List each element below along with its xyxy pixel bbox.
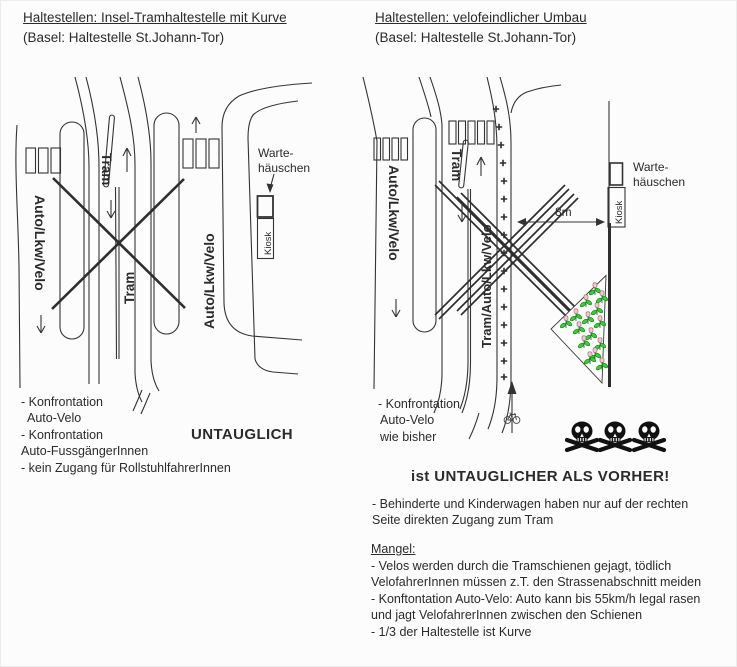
left-verdict: UNTAUGLICH: [191, 426, 294, 443]
lane-label-left: Auto/Lkw/Velo: [32, 195, 48, 291]
tram-label-lower: Tram: [122, 271, 137, 304]
tram-island-left: [60, 122, 84, 339]
pedestrian-crossing-left: [374, 138, 408, 160]
access-note: [372, 496, 688, 528]
skull-icon: [600, 422, 630, 451]
shelter-label-line2: häuschen: [258, 161, 311, 175]
rejection-cross-double: [435, 181, 578, 319]
right-panel-subtitle: (Basel: Haltestelle St.Johann-Tor): [375, 30, 577, 45]
tram-arrow-down-icon: [107, 200, 115, 218]
shelter-label-line1: Warte-: [258, 146, 294, 160]
access-note-line: Seite direkten Zugang zum Tram: [372, 513, 554, 527]
traffic-arrow-down-left-icon: [37, 315, 45, 333]
tram-arrow-up-icon: [123, 148, 131, 172]
left-panel-title: [23, 8, 287, 48]
pedestrian-crossing-middle: [449, 121, 494, 144]
access-note-line: - Behinderte und Kinderwagen haben nur auf der rechten: [372, 497, 689, 511]
tram-island: [413, 118, 436, 332]
mangel-block: [371, 541, 701, 641]
shelter-label-line2: häuschen: [633, 175, 686, 189]
shared-lane-label: Tram/Auto/Lkw/Velo: [479, 224, 494, 348]
traffic-arrow-down-left-icon: [392, 299, 400, 317]
pedestrian-crossing-right: [183, 139, 219, 168]
mangel-line: VelofahrerInnen müssen z.T. den Strassenabschnitt meiden: [371, 575, 702, 590]
mangel-title: Mangel:: [371, 542, 416, 556]
note-line: wie bisher: [380, 429, 437, 444]
note-line: - Konfrontation: [21, 395, 103, 409]
mangel-line: und jagt VelofahrerInnen zwischen den Schienen: [371, 608, 643, 623]
left-diagram: [1, 61, 371, 413]
mangel-line: - Velos werden durch die Tramschienen gejagt, tödlich: [371, 558, 672, 573]
shelter-label-line1: Warte-: [633, 160, 669, 174]
shelter-box: [258, 196, 274, 217]
note-line: - Konfrontation: [378, 397, 460, 411]
traffic-arrow-up-right-icon: [192, 117, 200, 133]
kiosk-label: Kiosk: [263, 231, 274, 255]
left-panel-title-line1: Haltestellen: Insel-Tramhaltestelle mit Kurve: [23, 10, 287, 25]
tram-label-upper: Tram: [99, 153, 114, 186]
lane-label-right: Auto/Lkw/Velo: [201, 233, 217, 329]
mangel-line: - Konftontation Auto-Velo: Auto kann bis 55km/h legal rasen: [371, 591, 701, 606]
right-verdict: ist UNTAUGLICHER ALS VORHER!: [411, 468, 670, 485]
right-notes: [378, 396, 460, 445]
note-line: Auto-Velo: [27, 411, 82, 426]
right-panel-title-line1: Haltestellen: velofeindlicher Umbau: [375, 10, 587, 25]
note-line: - kein Zugang für RollstuhlfahrerInnen: [21, 460, 231, 475]
note-line: - Konfrontation: [21, 427, 103, 442]
shelter-box: [610, 163, 623, 185]
mangel-line: - 1/3 der Haltestelle ist Kurve: [371, 624, 532, 639]
kiosk-label: Kiosk: [614, 200, 625, 224]
tram-arrow-up-icon: [477, 157, 485, 176]
right-panel-title: [375, 8, 587, 48]
note-line: Auto-Velo: [380, 413, 435, 428]
skull-icon: [634, 422, 664, 451]
tram-island-right: [154, 113, 179, 334]
pedestrian-crossing-left: [26, 148, 61, 173]
left-panel-subtitle: (Basel: Haltestelle St.Johann-Tor): [23, 30, 225, 45]
lane-label-left: Auto/Lkw/Velo: [386, 165, 402, 261]
shelter-pointer-icon: [267, 174, 275, 193]
right-diagram: [369, 61, 737, 453]
distance-label: 8m: [555, 205, 572, 219]
tram-label: Tram: [449, 149, 464, 182]
note-line: Auto-FussgängerInnen: [21, 444, 149, 459]
skull-icon: [567, 422, 597, 451]
